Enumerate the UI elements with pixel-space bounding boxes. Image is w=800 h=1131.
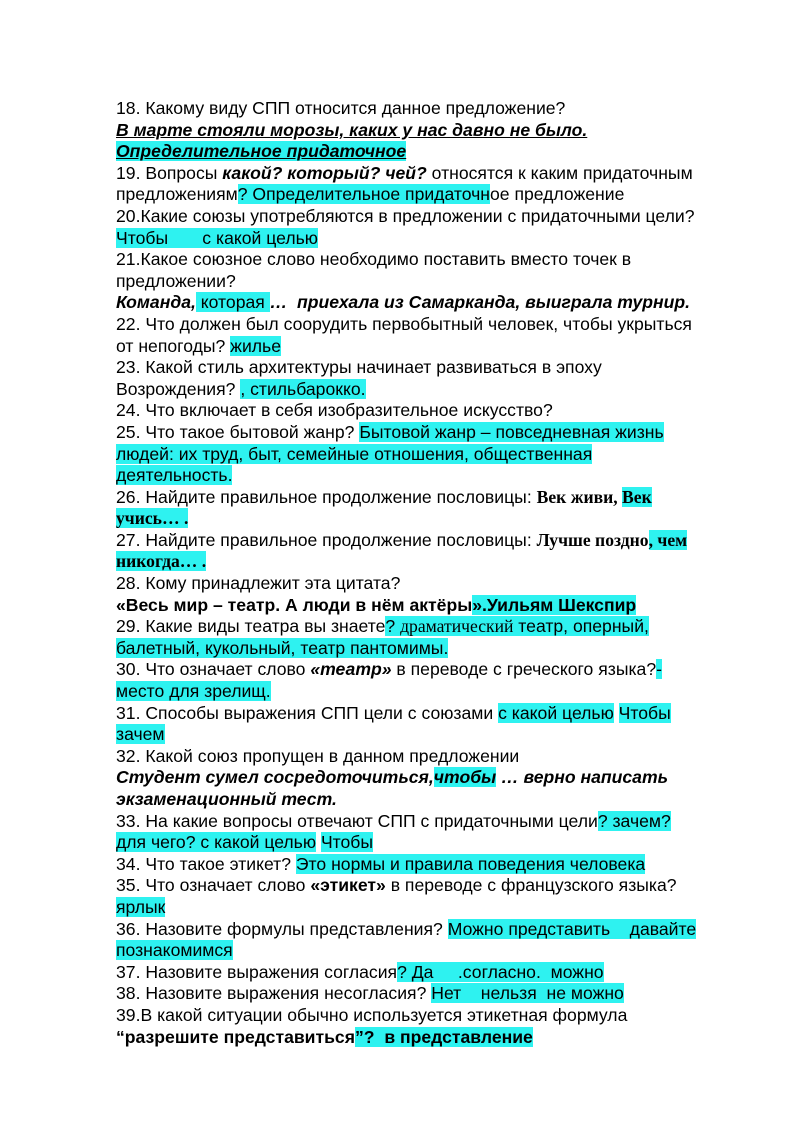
q35-answer	[116, 897, 760, 919]
q18-sentence: В марте стояли морозы, каких у нас давно не было.	[116, 119, 588, 140]
q31-question: 31. Способы выражения СПП цели с союзами с какой целью Чтобы	[116, 702, 671, 723]
answer-highlight: для чего? с какой целью	[116, 832, 317, 853]
q19-question: 19. Вопросы какой? который? чей? относятся к каким придаточным	[116, 162, 693, 183]
q36-answer-2	[116, 940, 760, 962]
q21-sentence: Команда, которая … приехала из Самарканда, выиграла турнир.	[116, 292, 690, 313]
q27-answer-2	[116, 551, 760, 573]
answer-highlight: познакомимся	[116, 940, 233, 961]
question-list	[116, 98, 760, 1048]
q39-quote: “разрешите представиться”? в представление	[116, 1026, 533, 1047]
answer-highlight: зачем	[116, 724, 165, 745]
answer-highlight: , стильбарокко.	[240, 378, 366, 399]
answer-highlight: никогда… .	[116, 551, 207, 572]
answer-highlight: ».Уильям Шекспир	[472, 594, 637, 615]
answer-highlight: балетный, кукольный, театр пантомимы.	[116, 637, 449, 658]
q31-answer-2	[116, 724, 760, 746]
answer-highlight: Бытовой жанр – повседневная жизнь	[359, 421, 664, 442]
q19-answer-line: предложениям? Определительное придаточное предложение	[116, 184, 625, 205]
q32-sentence: Студент сумел сосредоточиться,чтобы … верно написать	[116, 767, 669, 788]
answer-highlight: Нет нельзя не можно	[431, 983, 624, 1004]
answer-highlight: которая	[195, 292, 270, 313]
q30-question: 30. Что означает слово «театр» в переводе с греческого языка?-	[116, 659, 662, 680]
q18-answer	[116, 141, 760, 163]
answer-highlight: ”? в представление	[355, 1026, 533, 1047]
q18-question: 18. Какому виду СПП относится данное предложение?	[116, 98, 566, 118]
q29-answer-2	[116, 638, 760, 660]
q39-question: 39.В какой ситуации обычно используется этикетная формула	[116, 1004, 628, 1025]
answer-highlight: жилье	[230, 335, 281, 356]
answer-highlight: ? зачем?	[597, 810, 671, 831]
q32-question: 32. Какой союз пропущен в данном предложении	[116, 745, 520, 766]
q23-answer-line: Возрождения? , стильбарокко.	[116, 378, 366, 399]
q26-question: 26. Найдите правильное продолжение пословицы: Век живи, Век	[116, 486, 652, 507]
answer-highlight: Чтобы	[320, 832, 374, 853]
q36-question: 36. Назовите формулы представления? Можно представить давайте	[116, 918, 697, 939]
answer-highlight: Чтобы с какой целью	[116, 227, 318, 248]
q38-question: 38. Назовите выражения несогласия? Нет нельзя не можно	[116, 983, 624, 1004]
q25-answer-2	[116, 444, 760, 466]
q22-question: 22. Что должен был соорудить первобытный человек, чтобы укрыться	[116, 313, 692, 334]
answer-highlight: Это нормы и правила поведения человека	[295, 853, 646, 874]
answer-highlight: место для зрелищ.	[116, 681, 271, 702]
q20-answer	[116, 228, 760, 250]
q21-question: 21.Какое союзное слово необходимо поставить вместо точек в	[116, 249, 632, 270]
q27-question: 27. Найдите правильное продолжение пословицы: Лучше поздно, чем	[116, 529, 688, 550]
answer-highlight: Можно представить давайте	[447, 918, 697, 939]
q25-question: 25. Что такое бытовой жанр? Бытовой жанр – повседневная жизнь	[116, 421, 664, 442]
q29-question: 29. Какие виды театра вы знаете? драматический театр, оперный,	[116, 616, 649, 637]
answer-highlight: деятельность.	[116, 465, 233, 486]
answer-highlight: с какой целью	[498, 702, 614, 723]
q24-question: 24. Что включает в себя изобразительное искусство?	[116, 400, 553, 421]
answer-highlight: ? драматический театр, оперный,	[385, 616, 649, 637]
q30-answer-2	[116, 681, 760, 703]
q22-answer-line: от непогоды? жилье	[116, 335, 281, 356]
answer-highlight: Чтобы	[618, 702, 671, 723]
q23-question: 23. Какой стиль архитектуры начинает развиваться в эпоху	[116, 357, 602, 378]
answer-highlight: чтобы	[433, 767, 497, 788]
q26-answer-2	[116, 508, 760, 530]
q35-question: 35. Что означает слово «этикет» в переводе с французского языка?	[116, 875, 677, 896]
q28-question: 28. Кому принадлежит эта цитата?	[116, 573, 401, 594]
q21-question-2: предложении?	[116, 270, 236, 291]
answer-highlight: учись… .	[116, 508, 189, 529]
q32-sentence-2: экзаменационный тест.	[116, 789, 337, 809]
answer-highlight: -	[656, 659, 662, 680]
q25-answer-3	[116, 465, 760, 487]
q28-quote: «Весь мир – театр. А люди в нём актёры».Уильям Шекспир	[116, 594, 637, 615]
q20-question: 20.Какие союзы употребляются в предложении с придаточными цели?	[116, 205, 695, 226]
answer-highlight: ярлык	[116, 896, 166, 917]
q37-question: 37. Назовите выражения согласия? Да .согласно. можно	[116, 961, 604, 982]
answer-highlight: , чем	[648, 529, 688, 550]
answer-highlight: ? Определительное придаточн	[237, 184, 490, 205]
answer-highlight: Век	[622, 486, 652, 507]
q33-question: 33. На какие вопросы отвечают СПП с придаточными цели? зачем?	[116, 810, 671, 831]
q33-answer-2	[116, 832, 760, 854]
answer-highlight: Определительное придаточное	[116, 141, 407, 162]
q34-question: 34. Что такое этикет? Это нормы и правила поведения человека	[116, 853, 646, 874]
answer-highlight: ? Да .согласно. можно	[397, 961, 604, 982]
answer-highlight: людей: их труд, быт, семейные отношения, общественная	[116, 443, 593, 464]
